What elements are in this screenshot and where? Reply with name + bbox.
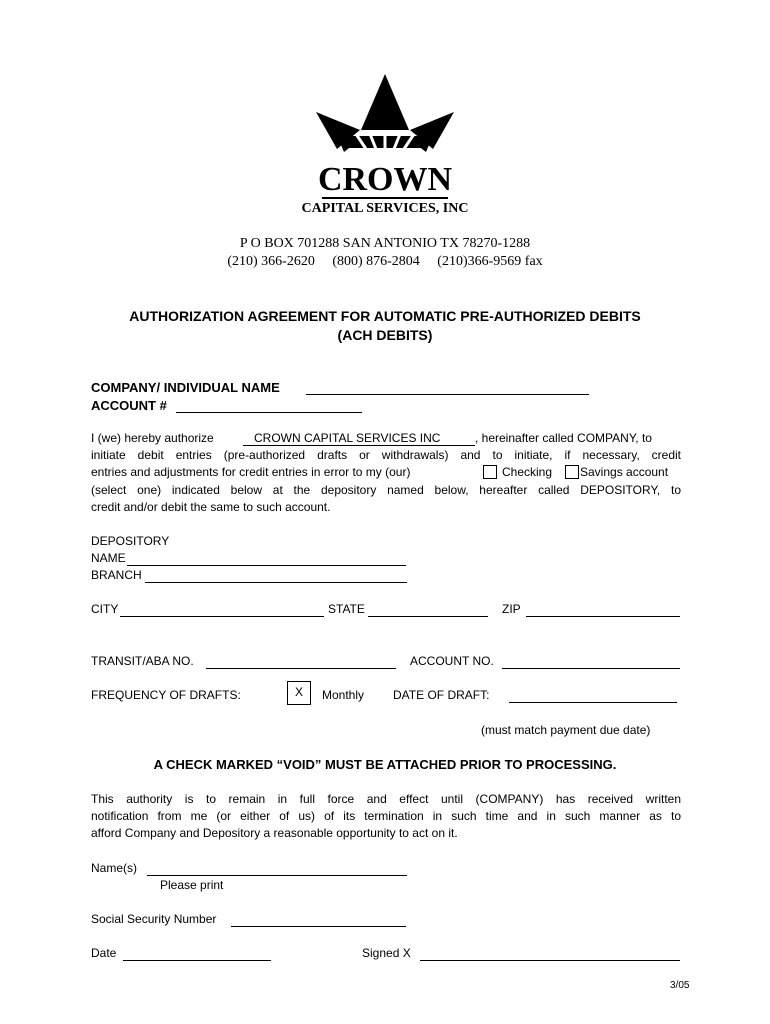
account-label: ACCOUNT #: [91, 398, 167, 413]
void-check-notice: A CHECK MARKED “VOID” MUST BE ATTACHED PRIOR TO PROCESSING.: [153, 757, 617, 772]
draft-date-label: DATE OF DRAFT:: [393, 688, 490, 702]
frequency-label: FREQUENCY OF DRAFTS:: [91, 688, 241, 702]
depository-heading: DEPOSITORY: [91, 534, 170, 548]
ssn-label: Social Security Number: [91, 912, 217, 926]
names-field[interactable]: [147, 875, 407, 876]
form-version: 3/05: [670, 980, 690, 991]
zip-label: ZIP: [502, 602, 521, 616]
company-name-label: COMPANY/ INDIVIDUAL NAME: [91, 380, 280, 395]
city-label: CITY: [91, 602, 119, 616]
draft-date-field[interactable]: [509, 702, 677, 703]
auth-text-3: entries and adjustments for credit entries in error to my (our): [91, 465, 411, 479]
branch-field[interactable]: [145, 582, 407, 583]
draft-date-note: (must match payment due date): [481, 723, 651, 737]
ssn-field[interactable]: [231, 926, 406, 927]
transit-field[interactable]: [206, 668, 396, 669]
account-no-label: ACCOUNT NO.: [410, 654, 494, 668]
names-label: Name(s): [91, 861, 138, 875]
date-label: Date: [91, 946, 117, 960]
date-field[interactable]: [123, 960, 271, 961]
authority-text-3: afford Company and Depository a reasonable opportunity to act on it.: [91, 826, 458, 840]
authority-text-1: This authority is to remain in full force and effect until (COMPANY) has received written: [91, 792, 681, 806]
company-address: P O BOX 701288 SAN ANTONIO TX 78270-1288: [239, 236, 531, 251]
depository-name-label: NAME: [91, 551, 126, 565]
depository-name-field[interactable]: [127, 565, 406, 566]
form-title: AUTHORIZATION AGREEMENT FOR AUTOMATIC PRE-AUTHORIZED DEBITS: [129, 308, 641, 324]
savings-label: Savings account: [580, 465, 669, 479]
logo-underline: [322, 197, 448, 199]
branch-label: BRANCH: [91, 568, 142, 582]
account-field[interactable]: [176, 412, 362, 413]
authority-text-2: notification from me (or either of us) of its termination in such time and in such manner as to: [91, 809, 681, 823]
form-subtitle: (ACH DEBITS): [337, 327, 433, 343]
checking-checkbox[interactable]: [483, 465, 497, 479]
auth-text-5: credit and/or debit the same to such account.: [91, 500, 331, 514]
state-label: STATE: [328, 602, 365, 616]
logo-word: CROWN: [317, 161, 453, 198]
auth-company-underline: [243, 445, 475, 446]
checking-label: Checking: [502, 465, 553, 479]
signed-label: Signed X: [362, 946, 411, 960]
monthly-checkbox[interactable]: X: [287, 681, 311, 705]
account-no-field[interactable]: [502, 668, 680, 669]
auth-company-name: CROWN CAPITAL SERVICES INC: [254, 431, 441, 445]
transit-label: TRANSIT/ABA NO.: [91, 654, 194, 668]
company-phones: (210) 366-2620 (800) 876-2804 (210)366-9569 fax: [227, 254, 543, 269]
logo-subtitle: CAPITAL SERVICES, INC: [301, 201, 469, 216]
company-name-field[interactable]: [306, 394, 589, 395]
frequency-value: Monthly: [322, 688, 365, 702]
please-print-label: Please print: [160, 878, 224, 892]
city-field[interactable]: [120, 616, 324, 617]
signature-field[interactable]: [420, 960, 680, 961]
state-field[interactable]: [368, 616, 488, 617]
auth-text-1: I (we) hereby authorize: [91, 431, 214, 445]
auth-text-1b: , hereinafter called COMPANY, to: [475, 431, 652, 445]
auth-text-4: (select one) indicated below at the depository named below, hereafter called DEPOSITORY, to: [91, 483, 681, 497]
savings-checkbox[interactable]: [565, 465, 579, 479]
auth-text-2: initiate debit entries (pre-authorized drafts or withdrawals) and to initiate, if necessary, credit: [91, 448, 681, 462]
zip-field[interactable]: [526, 616, 680, 617]
